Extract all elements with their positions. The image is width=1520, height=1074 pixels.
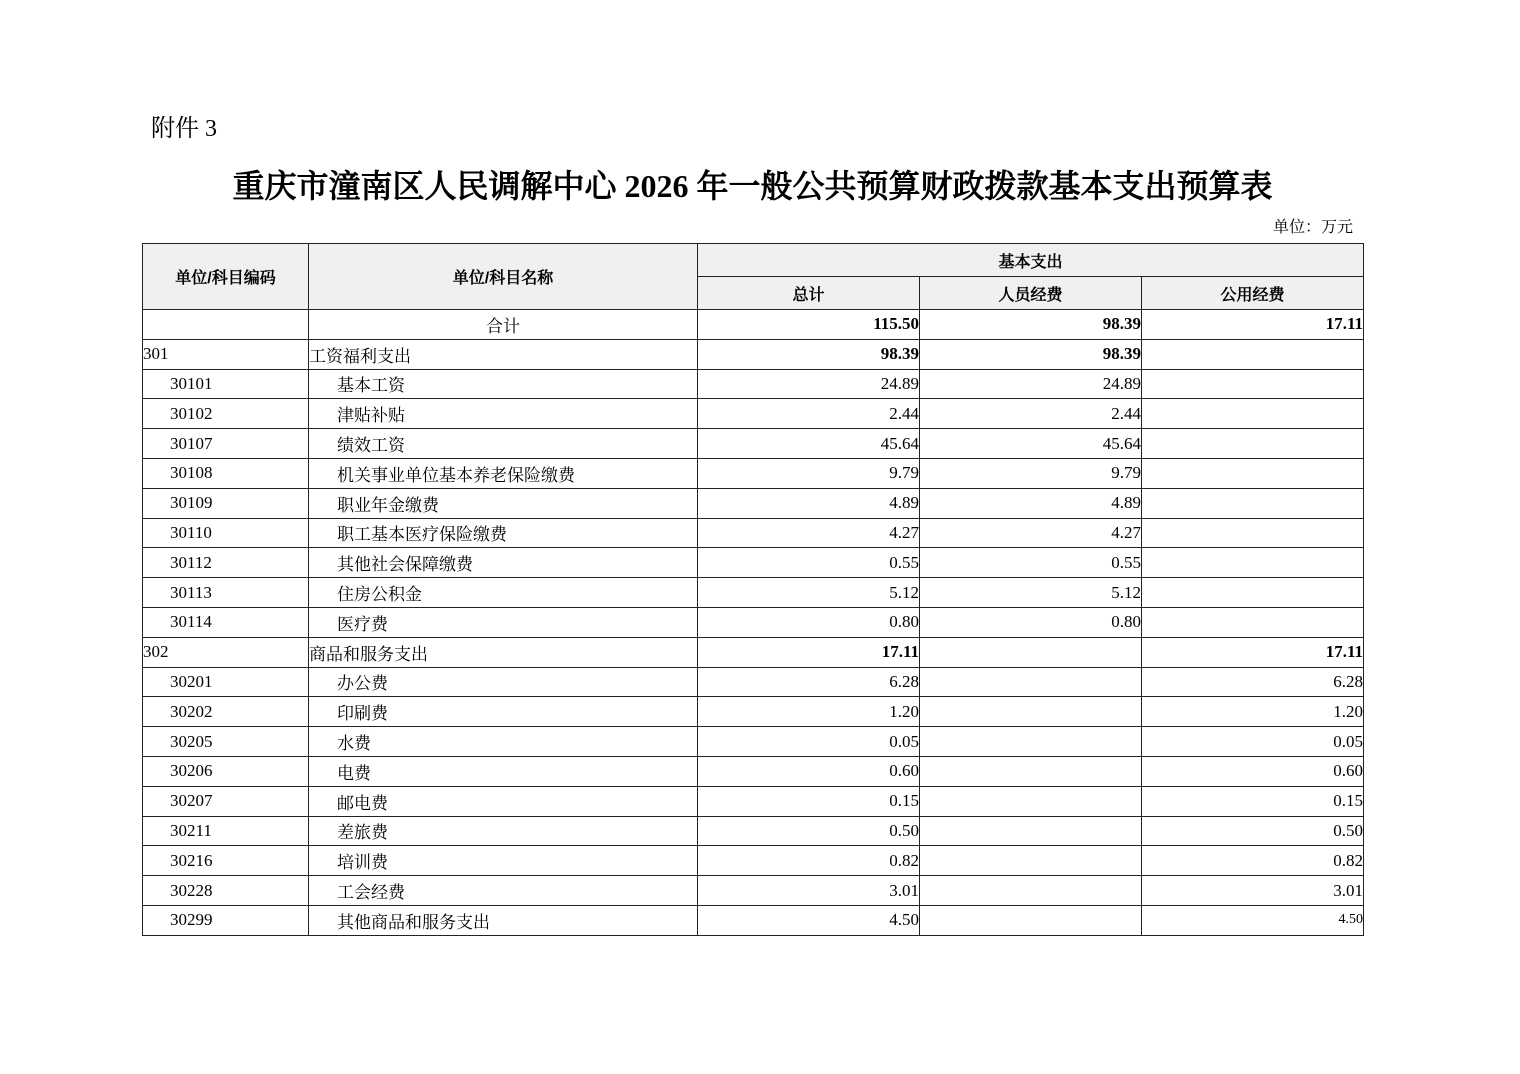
public-cell: 1.20 — [1142, 697, 1364, 727]
total-cell: 3.01 — [698, 876, 920, 906]
total-cell: 0.60 — [698, 756, 920, 786]
public-cell — [1142, 518, 1364, 548]
total-cell: 0.82 — [698, 846, 920, 876]
table-row-item — [143, 458, 1364, 488]
code-cell: 30107 — [143, 429, 309, 459]
code-cell: 301 — [143, 339, 309, 369]
public-cell — [1142, 548, 1364, 578]
public-cell — [1142, 399, 1364, 429]
public-cell — [1142, 339, 1364, 369]
personnel-cell — [920, 697, 1142, 727]
personnel-cell: 5.12 — [920, 578, 1142, 608]
public-cell: 6.28 — [1142, 667, 1364, 697]
code-cell: 30205 — [143, 727, 309, 757]
total-cell: 2.44 — [698, 399, 920, 429]
name-cell: 其他社会保障缴费 — [309, 548, 698, 578]
personnel-cell: 45.64 — [920, 429, 1142, 459]
name-cell: 差旅费 — [309, 816, 698, 846]
total-cell: 24.89 — [698, 369, 920, 399]
public-cell: 0.05 — [1142, 727, 1364, 757]
code-cell: 30211 — [143, 816, 309, 846]
code-cell: 30216 — [143, 846, 309, 876]
personnel-cell — [920, 727, 1142, 757]
table-row-item — [143, 756, 1364, 786]
name-cell: 办公费 — [309, 667, 698, 697]
code-cell: 30110 — [143, 518, 309, 548]
code-cell — [143, 310, 309, 340]
name-cell: 工资福利支出 — [309, 339, 698, 369]
table-row-item — [143, 488, 1364, 518]
total-cell: 0.05 — [698, 727, 920, 757]
personnel-cell — [920, 667, 1142, 697]
code-cell: 30109 — [143, 488, 309, 518]
total-cell: 0.80 — [698, 607, 920, 637]
public-cell: 17.11 — [1142, 637, 1364, 667]
public-cell — [1142, 578, 1364, 608]
name-cell: 合计 — [309, 310, 698, 340]
total-cell: 0.15 — [698, 786, 920, 816]
personnel-cell: 98.39 — [920, 310, 1142, 340]
personnel-cell — [920, 786, 1142, 816]
total-cell: 45.64 — [698, 429, 920, 459]
name-cell: 印刷费 — [309, 697, 698, 727]
name-cell: 其他商品和服务支出 — [309, 905, 698, 935]
personnel-cell — [920, 756, 1142, 786]
code-cell: 30114 — [143, 607, 309, 637]
header-basic-expenditure: 基本支出 — [698, 244, 1364, 277]
table-row-item — [143, 697, 1364, 727]
code-cell: 30299 — [143, 905, 309, 935]
name-cell: 绩效工资 — [309, 429, 698, 459]
personnel-cell: 2.44 — [920, 399, 1142, 429]
header-code: 单位/科目编码 — [143, 244, 309, 310]
personnel-cell: 0.80 — [920, 607, 1142, 637]
table-row-item — [143, 369, 1364, 399]
name-cell: 商品和服务支出 — [309, 637, 698, 667]
code-cell: 30201 — [143, 667, 309, 697]
total-cell: 1.20 — [698, 697, 920, 727]
total-cell: 6.28 — [698, 667, 920, 697]
public-cell: 0.15 — [1142, 786, 1364, 816]
personnel-cell: 98.39 — [920, 339, 1142, 369]
name-cell: 津贴补贴 — [309, 399, 698, 429]
table-row-item — [143, 607, 1364, 637]
name-cell: 医疗费 — [309, 607, 698, 637]
code-cell: 302 — [143, 637, 309, 667]
code-cell: 30228 — [143, 876, 309, 906]
public-cell: 4.50 — [1142, 905, 1364, 935]
code-cell: 30207 — [143, 786, 309, 816]
personnel-cell: 9.79 — [920, 458, 1142, 488]
header-public: 公用经费 — [1142, 277, 1364, 310]
table-row-item — [143, 578, 1364, 608]
code-cell: 30112 — [143, 548, 309, 578]
total-cell: 17.11 — [698, 637, 920, 667]
table-row-item — [143, 846, 1364, 876]
public-cell — [1142, 369, 1364, 399]
public-cell: 0.60 — [1142, 756, 1364, 786]
header-total: 总计 — [698, 277, 920, 310]
total-cell: 98.39 — [698, 339, 920, 369]
attachment-label: 附件 3 — [151, 116, 217, 142]
code-cell: 30202 — [143, 697, 309, 727]
table-row-section — [143, 339, 1364, 369]
code-cell: 30101 — [143, 369, 309, 399]
header-name: 单位/科目名称 — [309, 244, 698, 310]
budget-table — [142, 243, 1364, 936]
name-cell: 基本工资 — [309, 369, 698, 399]
personnel-cell — [920, 905, 1142, 935]
public-cell: 3.01 — [1142, 876, 1364, 906]
name-cell: 职工基本医疗保险缴费 — [309, 518, 698, 548]
name-cell: 水费 — [309, 727, 698, 757]
personnel-cell: 0.55 — [920, 548, 1142, 578]
total-cell: 4.89 — [698, 488, 920, 518]
public-cell — [1142, 429, 1364, 459]
personnel-cell — [920, 876, 1142, 906]
public-cell: 0.82 — [1142, 846, 1364, 876]
unit-label: 单位：万元 — [1272, 219, 1353, 236]
page-title: 重庆市潼南区人民调解中心 2026 年一般公共预算财政拨款基本支出预算表 — [232, 168, 1273, 204]
public-cell — [1142, 607, 1364, 637]
personnel-cell: 4.89 — [920, 488, 1142, 518]
code-cell: 30102 — [143, 399, 309, 429]
table-row-item — [143, 429, 1364, 459]
name-cell: 职业年金缴费 — [309, 488, 698, 518]
table-row-item — [143, 518, 1364, 548]
total-cell: 0.55 — [698, 548, 920, 578]
public-cell — [1142, 458, 1364, 488]
table-row-item — [143, 548, 1364, 578]
personnel-cell — [920, 816, 1142, 846]
code-cell: 30108 — [143, 458, 309, 488]
name-cell: 机关事业单位基本养老保险缴费 — [309, 458, 698, 488]
table-row-item — [143, 816, 1364, 846]
table-row-item — [143, 786, 1364, 816]
table-row-section — [143, 637, 1364, 667]
total-cell: 5.12 — [698, 578, 920, 608]
personnel-cell: 24.89 — [920, 369, 1142, 399]
total-cell: 4.27 — [698, 518, 920, 548]
name-cell: 住房公积金 — [309, 578, 698, 608]
name-cell: 电费 — [309, 756, 698, 786]
table-row-summary — [143, 310, 1364, 340]
total-cell: 9.79 — [698, 458, 920, 488]
name-cell: 培训费 — [309, 846, 698, 876]
public-cell — [1142, 488, 1364, 518]
total-cell: 4.50 — [698, 905, 920, 935]
name-cell: 邮电费 — [309, 786, 698, 816]
table-row-item — [143, 667, 1364, 697]
total-cell: 115.50 — [698, 310, 920, 340]
public-cell: 0.50 — [1142, 816, 1364, 846]
table-row-item — [143, 727, 1364, 757]
header-personnel: 人员经费 — [920, 277, 1142, 310]
personnel-cell: 4.27 — [920, 518, 1142, 548]
code-cell: 30113 — [143, 578, 309, 608]
name-cell: 工会经费 — [309, 876, 698, 906]
public-cell: 17.11 — [1142, 310, 1364, 340]
table-body — [143, 310, 1364, 936]
table-header-row — [143, 244, 1364, 277]
code-cell: 30206 — [143, 756, 309, 786]
table-row-item — [143, 399, 1364, 429]
personnel-cell — [920, 846, 1142, 876]
total-cell: 0.50 — [698, 816, 920, 846]
personnel-cell — [920, 637, 1142, 667]
table-row-item — [143, 876, 1364, 906]
table-row-item — [143, 905, 1364, 935]
